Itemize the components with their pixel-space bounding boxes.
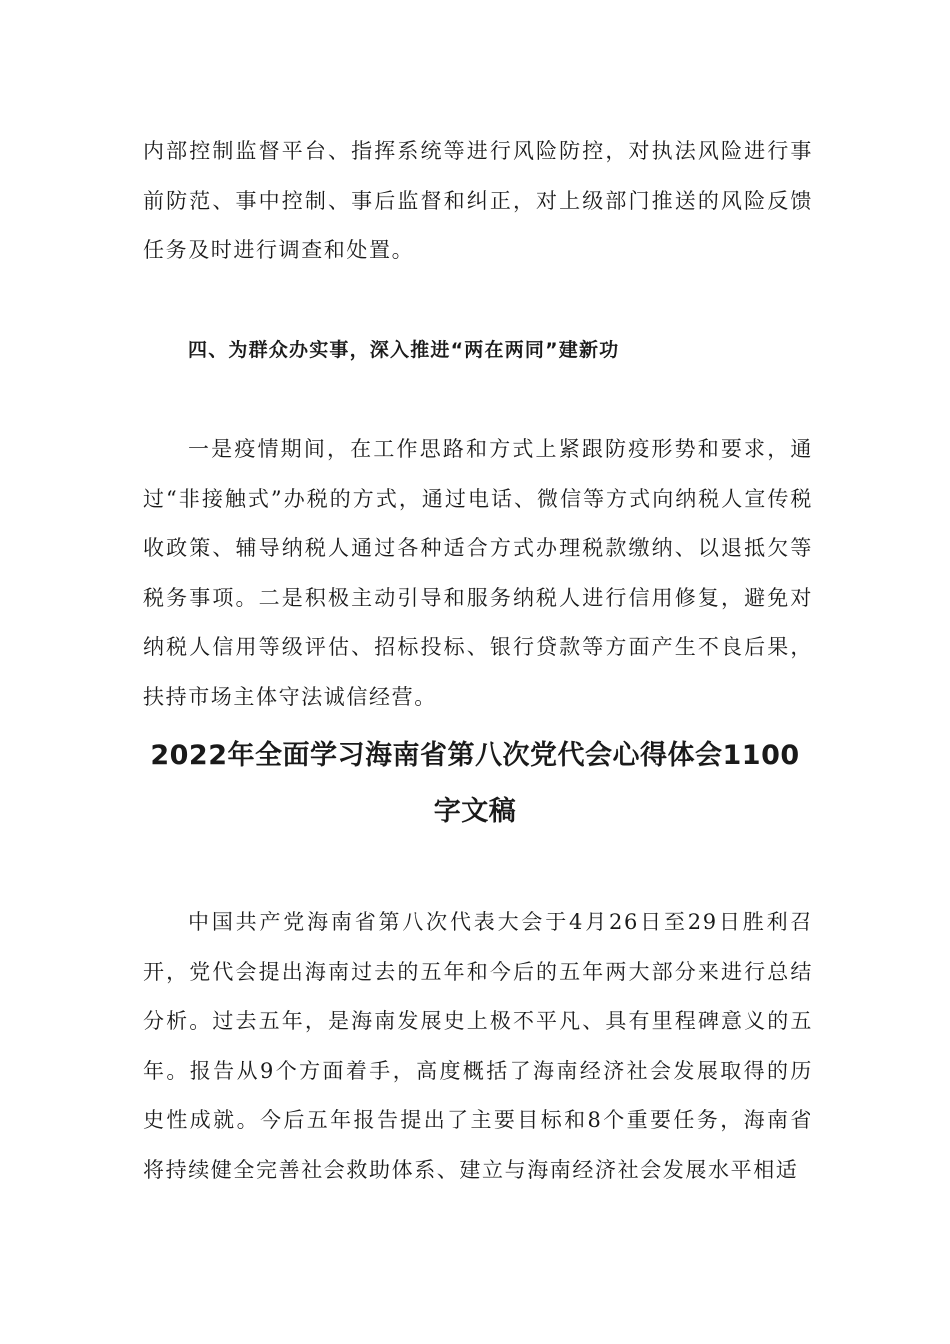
document-title — [120, 728, 830, 840]
intro-paragraph: 内部控制监督平台、指挥系统等进行风险防控，对执法风险进行事前防范、事中控制、事后监督和纠正，对上级部门推送的风险反馈任务及时进行调查和处置。 — [143, 139, 813, 262]
document-title-line1: 2022年全面学习海南省第八次党代会心得体会1100 — [150, 740, 800, 771]
document-title-line2: 字文稿 — [433, 796, 517, 827]
covid-measures-paragraph: 一是疫情期间，在工作思路和方式上紧跟防疫形势和要求，通过“非接触式”办税的方式，通过电话、微信等方式向纳税人宣传税收政策、辅导纳税人通过各种适合方式办理税款缴纳、以退抵欠等税务事项。二是积极主动引导和服务纳税人进行信用修复，避免对纳税人信用等级评估、招标投标、银行贷款等方面产生不良后果，扶持市场主体守法诚信经营。 — [143, 437, 813, 709]
section-heading: 四、为群众办实事，深入推进“两在两同”建新功 — [188, 339, 620, 361]
congress-paragraph: 中国共产党海南省第八次代表大会于4月26日至29日胜利召开，党代会提出海南过去的五年和今后的五年两大部分来进行总结分析。过去五年，是海南发展史上极不平凡、具有里程碑意义的五年。报告从9个方面着手，高度概括了海南经济社会发展取得的历史性成就。今后五年报告提出了主要目标和8个重要任务，海南省将持续健全完善社会救助体系、建立与海南经济社会发展水平相适 — [143, 910, 813, 1182]
